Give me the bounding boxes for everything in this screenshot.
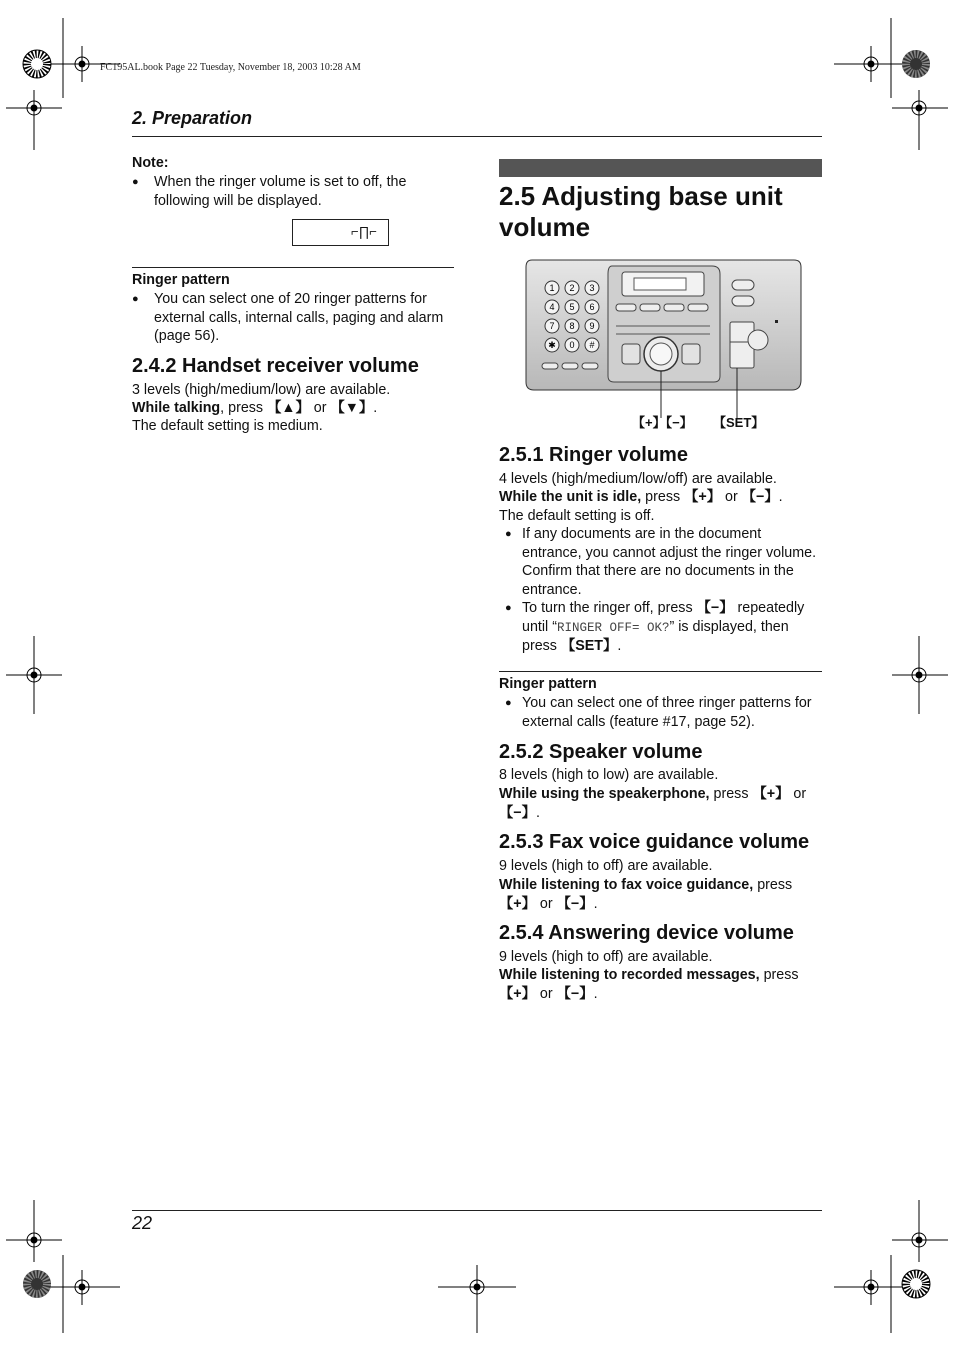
fax-p1: 9 levels (high to off) are available. [499,858,713,874]
ringer-p1: 4 levels (high/medium/low/off) are available. [499,471,777,487]
answering-device-title: 2.5.4 Answering device volume [499,922,794,944]
lcd-message: RINGER OFF= OK? [556,620,670,635]
section-title: 2.5 Adjusting base unit volume [499,181,783,242]
section-header: 2. Preparation [132,108,253,128]
keypad-key-label: 1 [549,283,555,293]
plus-key: 【+】 [684,489,722,505]
keypad-key-label: 4 [549,302,555,312]
label-set: 【SET】 [713,415,765,430]
base-unit-diagram [524,258,804,433]
note-label: Note: [132,155,169,171]
keypad-key-label: 0 [569,340,575,350]
keypad-key-label: 9 [589,321,595,331]
up-key: 【▲】 [267,400,310,416]
divider-rule-right [499,671,822,672]
ringer-pattern-title-right: Ringer pattern [499,676,597,692]
keypad-key-label: ✱ [548,340,556,350]
ringer-volume-title: 2.5.1 Ringer volume [499,444,688,466]
bullet-icon: ● [505,697,512,709]
ans-p1: 9 levels (high to off) are available. [499,949,713,965]
lcd-text: ⌐∏⌐ [351,224,377,239]
speaker-volume-title: 2.5.2 Speaker volume [499,741,703,763]
title-band [499,159,822,177]
keypad-key-label: 2 [569,283,575,293]
down-key: 【▼】 [330,400,374,416]
minus-key: 【−】 [741,489,779,505]
speaker-p2: While using the speakerphone, press 【+】 or 【−】. [499,786,807,821]
handset-p3: The default setting is medium. [132,418,323,434]
ringer-p2: While the unit is idle, press 【+】 or 【−】. [499,489,783,505]
ans-p2: While listening to recorded messages, press 【+】 or 【−】. [499,967,799,1002]
handset-volume-title: 2.4.2 Handset receiver volume [132,355,419,377]
fax-guidance-title: 2.5.3 Fax voice guidance volume [499,831,810,853]
keypad-key-label: 5 [569,302,575,312]
file-info: FC195AL.book Page 22 Tuesday, November 18, 2003 10:28 AM [100,62,361,73]
bullet-icon: ● [505,528,512,540]
fax-p2: While listening to fax voice guidance, press 【+】 or 【−】. [499,877,793,912]
bullet-icon: ● [505,602,512,614]
speaker-p1: 8 levels (high to low) are available. [499,767,719,783]
ringer-pattern-title: Ringer pattern [132,272,230,288]
lcd-display [292,219,389,246]
bullet-icon: ● [132,293,139,305]
divider-rule [132,267,454,268]
header-rule [132,136,822,137]
keypad-key-label: 8 [569,321,575,331]
handset-p1: 3 levels (high/medium/low) are available. [132,382,391,398]
handset-p2: While talking, press 【▲】 or 【▼】. [132,400,378,416]
page-number: 22 [132,1213,153,1233]
footer-rule [132,1210,822,1211]
keypad-key-label: 7 [549,321,555,331]
ringer-p3: The default setting is off. [499,508,655,524]
label-plus-minus: 【+】【−】 [632,415,693,430]
keypad-key-label: 6 [589,302,595,312]
bullet-icon: ● [132,176,139,188]
keypad-key-label: # [589,340,595,350]
keypad-key-label: 3 [589,283,595,293]
